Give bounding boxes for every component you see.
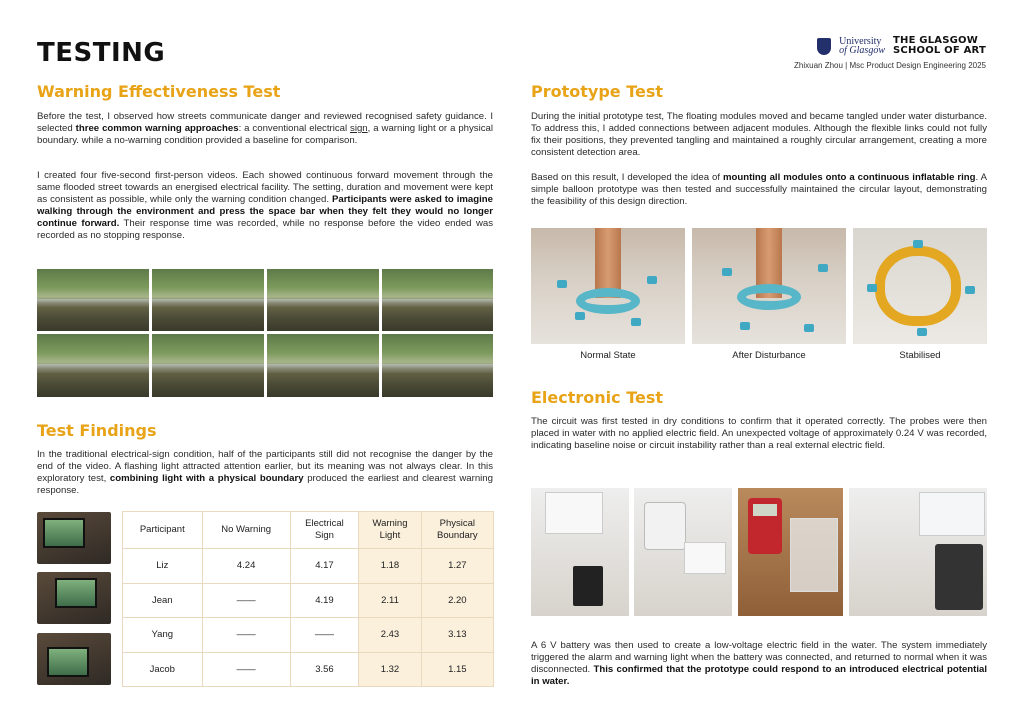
cell-no-warning: 4.24 [202,549,290,584]
table-header-row [123,512,494,549]
cell-physical-boundary: 1.15 [421,652,493,687]
cell-warning-light: 2.11 [359,583,421,618]
uni-line2: of Glasgow [839,45,885,56]
electronic-paragraph-2: A 6 V battery was then used to create a low-voltage electric field in the water. The system immediately triggered the alarm and warning light when the battery was connected, and returned to normal when it was disconnected. This confirmed that the prototype could respond to an introduced electrical potential in water. [531,640,987,687]
warning-heading: Warning Effectiveness Test [37,82,281,101]
flood-video-frame-2 [152,269,264,331]
prototype-photo-stabilised [853,228,987,344]
cell-participant: Jacob [123,652,203,687]
cell-no-warning: —— [202,652,290,687]
caption-stabilised: Stabilised [899,350,941,361]
cell-electrical-sign: 3.56 [290,652,359,687]
cell-no-warning: —— [202,618,290,653]
cell-participant: Jean [123,583,203,618]
participant-photo-2 [37,572,111,624]
header-warning-light: Warning Light [359,512,421,549]
flood-video-frame-7 [267,334,379,397]
electronic-heading: Electronic Test [531,388,664,407]
cell-no-warning: —— [202,583,290,618]
prototype-photo-disturbance [692,228,846,344]
cell-participant: Liz [123,549,203,584]
university-logo [839,37,885,55]
cell-physical-boundary: 2.20 [421,583,493,618]
electronic-photo-multimeter [738,488,843,616]
participant-photo-3 [37,633,111,685]
header-physical-boundary: Physical Boundary [421,512,493,549]
findings-heading: Test Findings [37,421,157,440]
findings-paragraph: In the traditional electrical-sign condition, half of the participants still did not recognise the danger by the end of the video. A flashing light attracted attention earlier, but its meaning was not always clear. In this exploratory test, combining light with a physical boundary produced the earliest and clearest warning response. [37,449,493,496]
electronic-photo-1 [531,488,629,616]
cell-physical-boundary: 3.13 [421,618,493,653]
electronic-paragraph-1: The circuit was first tested in dry conditions to confirm that it operated correctly. The probes were then placed in water with no applied electric field. An unexpected voltage of approximately 0.24 V was recorded, indicating baseline noise or circuit instability rather than a real external electric field. [531,416,987,451]
electronic-photo-2 [634,488,732,616]
flood-video-frame-1 [37,269,149,331]
university-crest-icon [817,38,831,55]
flood-video-frame-3 [267,269,379,331]
table-row [123,652,494,687]
cell-physical-boundary: 1.27 [421,549,493,584]
warning-paragraph-1: Before the test, I observed how streets communicate danger and reviewed recognised safety guidance. I selected three common warning approaches: a conventional electrical sign, a warning light or a physical boundary. while a no-warning condition provided a baseline for comparison. [37,111,493,146]
gsa-line1: THE GLASGOW [893,35,978,46]
header-electrical-sign: Electrical Sign [290,512,359,549]
cell-participant: Yang [123,618,203,653]
page-title: TESTING [37,38,166,68]
header-participant: Participant [123,512,203,549]
prototype-paragraph-2: Based on this result, I developed the idea of mounting all modules onto a continuous inflatable ring. A simple balloon prototype was then tested and successfully maintained the circular layout, demonstrating the feasibility of this design direction. [531,172,987,207]
uni-line1: University [839,36,882,47]
caption-after-disturbance: After Disturbance [732,350,806,361]
flood-video-frame-5 [37,334,149,397]
author-line: Zhixuan Zhou | Msc Product Design Engineering 2025 [794,61,986,70]
prototype-paragraph-1: During the initial prototype test, The floating modules moved and became tangled under water disturbance. To address this, I added connections between adjacent modules. Although the flexible links could not fully fix their positions, they prevented tangling and maintained a roughly circular arrangement, creating a more consistent detection area. [531,111,987,158]
logo-row [817,36,986,56]
table-row [123,549,494,584]
cell-warning-light: 1.32 [359,652,421,687]
results-table [122,511,494,687]
flood-video-frame-8 [382,334,493,397]
header-no-warning: No Warning [202,512,290,549]
gsa-line2: SCHOOL OF ART [893,45,986,56]
table-row [123,618,494,653]
electronic-photo-4 [849,488,987,616]
cell-electrical-sign: —— [290,618,359,653]
gsa-logo [893,36,986,56]
prototype-photo-normal [531,228,685,344]
cell-electrical-sign: 4.17 [290,549,359,584]
cell-warning-light: 1.18 [359,549,421,584]
table-row [123,583,494,618]
participant-photo-1 [37,512,111,564]
flood-video-frame-6 [152,334,264,397]
prototype-heading: Prototype Test [531,82,664,101]
cell-warning-light: 2.43 [359,618,421,653]
warning-paragraph-2: I created four five-second first-person videos. Each showed continuous forward movement through the same flooded street towards an energised electrical facility. The setting, duration and movement were kept as consistent as possible, while only the warning condition changed. Participants were asked to imagine walking through the environment and press the space bar when they felt they would no longer continue forward. Their response time was recorded, while no response before the video ended was recorded as no stopping response. [37,170,494,241]
cell-electrical-sign: 4.19 [290,583,359,618]
flood-video-frame-4 [382,269,493,331]
caption-normal-state: Normal State [580,350,636,361]
